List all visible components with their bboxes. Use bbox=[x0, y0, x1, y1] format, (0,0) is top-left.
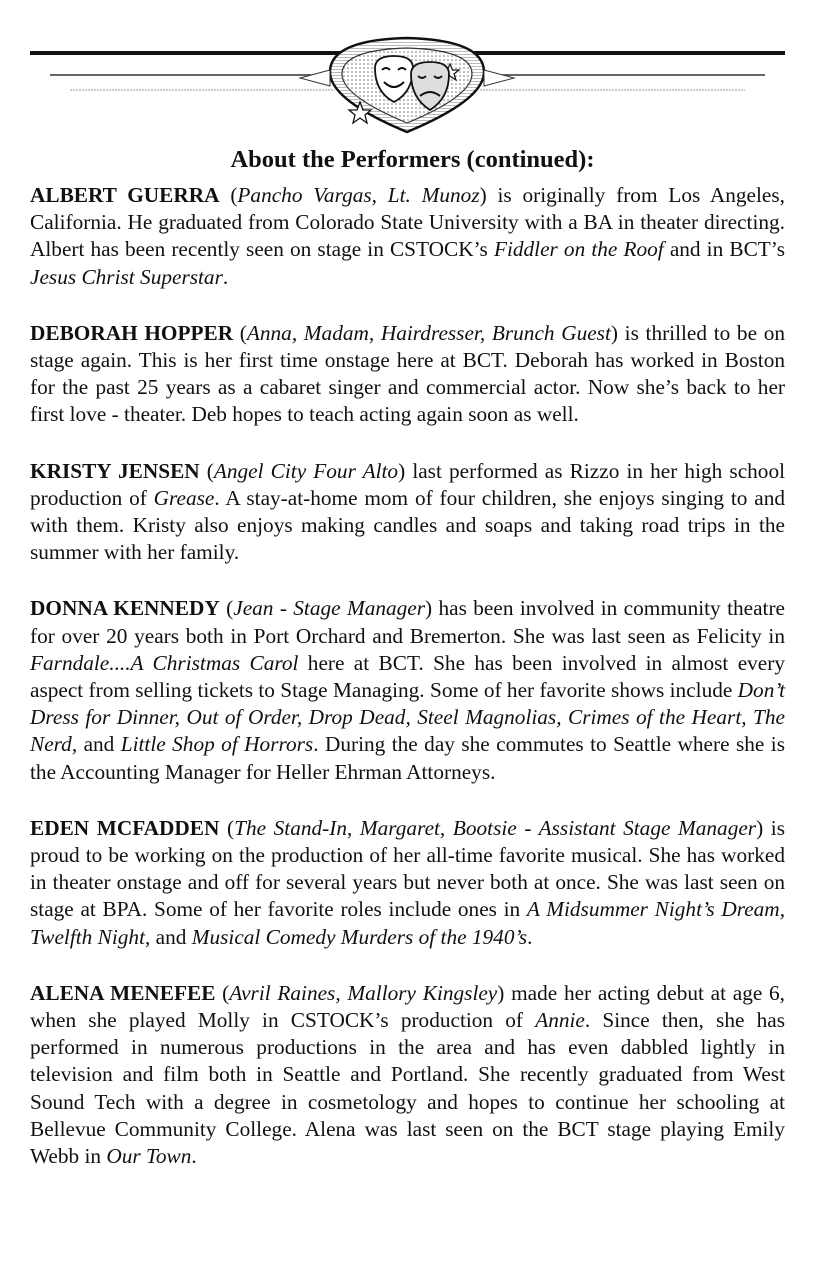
bio-text: . Since then, she has performed in numerous productions in the area and has even dabbled lightly in television and film both in Seattle and Portland. She recently graduated from West Sound Tech with a degree in cosmetology and hopes to continue her schooling at Bellevue Community College. Alena was last seen on the BCT stage playing Emily Webb in bbox=[30, 1008, 785, 1169]
bio-text: is thrilled to be on stage again. This is her first time onstage here at BCT. Deborah has worked in Boston for the past 25 years as a cabaret singer and commercial actor. Now she’s back to her first love - theater. Deb hopes to teach acting again soon as well. bbox=[30, 320, 785, 427]
production-title: Don’t Dress for Dinner, Out of Order, Drop Dead, Steel Magnolias, Crimes of the Heart, The Nerd bbox=[30, 678, 785, 757]
performer-bio: EDEN MCFADDEN (The Stand-In, Margaret, Bootsie - Assistant Stage Manager) is proud to be working on the production of her all-time favorite musical. She has worked in theater onstage and off for several years but never both at once. She was last seen on stage at BPA. Some of her favorite roles include ones in A Midsummer Night’s Dream, Twelfth Night, and Musical Comedy Murders of the 1940’s. bbox=[30, 815, 786, 949]
production-title: Farndale....A Christmas Carol bbox=[30, 650, 299, 675]
bio-text: . bbox=[527, 924, 533, 949]
production-title: Twelfth Night bbox=[30, 924, 145, 949]
bio-text: . During the day she commutes to Seattle where she is the Accounting Manager for Heller Ehrman Attorneys. bbox=[30, 732, 785, 784]
production-title: Musical Comedy Murders of the 1940’s bbox=[191, 924, 528, 949]
production-title: Annie bbox=[535, 1008, 585, 1033]
bio-text: , and bbox=[71, 732, 121, 757]
theater-masks-emblem-icon bbox=[30, 30, 785, 140]
production-title: Jesus Christ Superstar bbox=[30, 264, 223, 289]
performer-name: ALBERT GUERRA bbox=[30, 183, 220, 207]
bio-text: here at BCT. She has been involved in almost every aspect from selling tickets to Stage Managing. Some of her favorite shows include bbox=[30, 650, 785, 703]
bio-text: is originally from Los Angeles, California. He graduated from Colorado State University with a BA in theater directing. Albert has been recently seen on stage in CSTOCK’s bbox=[30, 183, 785, 262]
performer-name: KRISTY JENSEN bbox=[30, 458, 200, 483]
performer-name: EDEN MCFADDEN bbox=[30, 815, 220, 840]
page-title: About the Performers (continued): bbox=[230, 146, 595, 173]
performer-name: DONNA KENNEDY bbox=[30, 596, 220, 621]
performer-roles: Pancho Vargas, Lt. Munoz bbox=[237, 183, 480, 207]
bio-text: . bbox=[191, 1144, 197, 1169]
performer-bios bbox=[30, 182, 785, 1170]
bio-text: . A stay-at-home mom of four children, she enjoys singing to and with them. Kristy also enjoys making candles and soaps and taking road trips in the summer with her family. bbox=[30, 485, 785, 565]
performer-bio: DONNA KENNEDY (Jean - Stage Manager) has been involved in community theatre for over 20 years both in Port Orchard and Bremerton. She was last seen as Felicity in Farndale....A Christmas Carol here at BCT. She has been involved in almost every aspect from selling tickets to Stage Managing. Some of her favorite shows include Don’t Dress for Dinner, Out of Order, Drop Dead, Steel Magnolias, Crimes of the Heart, The Nerd, and Little Shop of Horrors. During the day she commutes to Seattle where she is the Accounting Manager for Heller Ehrman Attorneys. bbox=[30, 596, 785, 784]
performer-roles: Avril Raines, Mallory Kingsley bbox=[229, 980, 498, 1005]
production-title: Fiddler on the Roof bbox=[493, 237, 664, 262]
performer-roles: Anna, Madam, Hairdresser, Brunch Guest bbox=[246, 320, 611, 345]
performer-name: ALENA MENEFEE bbox=[30, 980, 216, 1005]
bio-text: and in BCT’s bbox=[663, 237, 785, 262]
bio-text: made her acting debut at age 6, when she played Molly in CSTOCK’s production of bbox=[30, 980, 786, 1033]
bio-text: . bbox=[222, 264, 229, 289]
bio-text: , and bbox=[144, 924, 192, 949]
performer-roles: The Stand-In, Margaret, Bootsie - Assistant Stage Manager bbox=[234, 815, 757, 840]
bio-text: has been involved in community theatre for over 20 years both in Port Orchard and Bremerton. She was last seen as Felicity in bbox=[30, 596, 785, 648]
performer-roles: Angel City Four Alto bbox=[213, 458, 399, 483]
production-title: Our Town bbox=[106, 1144, 192, 1169]
performer-bio: KRISTY JENSEN (Angel City Four Alto) last performed as Rizzo in her high school production of Grease. A stay-at-home mom of four children, she enjoys singing to and with them. Kristy also enjoys making candles and soaps and taking road trips in the summer with her family. bbox=[30, 458, 786, 565]
performer-roles: Jean - Stage Manager bbox=[233, 596, 426, 621]
production-title: A Midsummer Night’s Dream bbox=[526, 897, 780, 922]
bio-text: , bbox=[779, 897, 786, 922]
bio-text: last performed as Rizzo in her high school production of bbox=[30, 458, 786, 510]
performer-name: DEBORAH HOPPER bbox=[30, 320, 234, 345]
production-title: Little Shop of Horrors bbox=[120, 732, 314, 757]
performer-bio: ALENA MENEFEE (Avril Raines, Mallory Kingsley) made her acting debut at age 6, when she played Molly in CSTOCK’s production of Annie. Since then, she has performed in numerous productions in the area and has even dabbled lightly in television and film both in Seattle and Portland. She recently graduated from West Sound Tech with a degree in cosmetology and hopes to continue her schooling at Bellevue Community College. Alena was last seen on the BCT stage playing Emily Webb in Our Town. bbox=[30, 980, 786, 1169]
performer-bio: ALBERT GUERRA (Pancho Vargas, Lt. Munoz) is originally from Los Angeles, California. He graduated from Colorado State University with a BA in theater directing. Albert has been recently seen on stage in CSTOCK’s Fiddler on the Roof and in BCT’s Jesus Christ Superstar. bbox=[30, 183, 785, 289]
production-title: Grease bbox=[153, 485, 215, 510]
performer-bio: DEBORAH HOPPER (Anna, Madam, Hairdresser, Brunch Guest) is thrilled to be on stage again. This is her first time onstage here at BCT. Deborah has worked in Boston for the past 25 years as a cabaret singer and commercial actor. Now she’s back to her first love - theater. Deb hopes to teach acting again soon as well. bbox=[30, 320, 785, 427]
bio-text: is proud to be working on the production of her all-time favorite musical. She has worked in theater onstage and off for several years but never both at once. She was last seen on stage at BPA. Some of her favorite roles include ones in bbox=[30, 815, 786, 922]
